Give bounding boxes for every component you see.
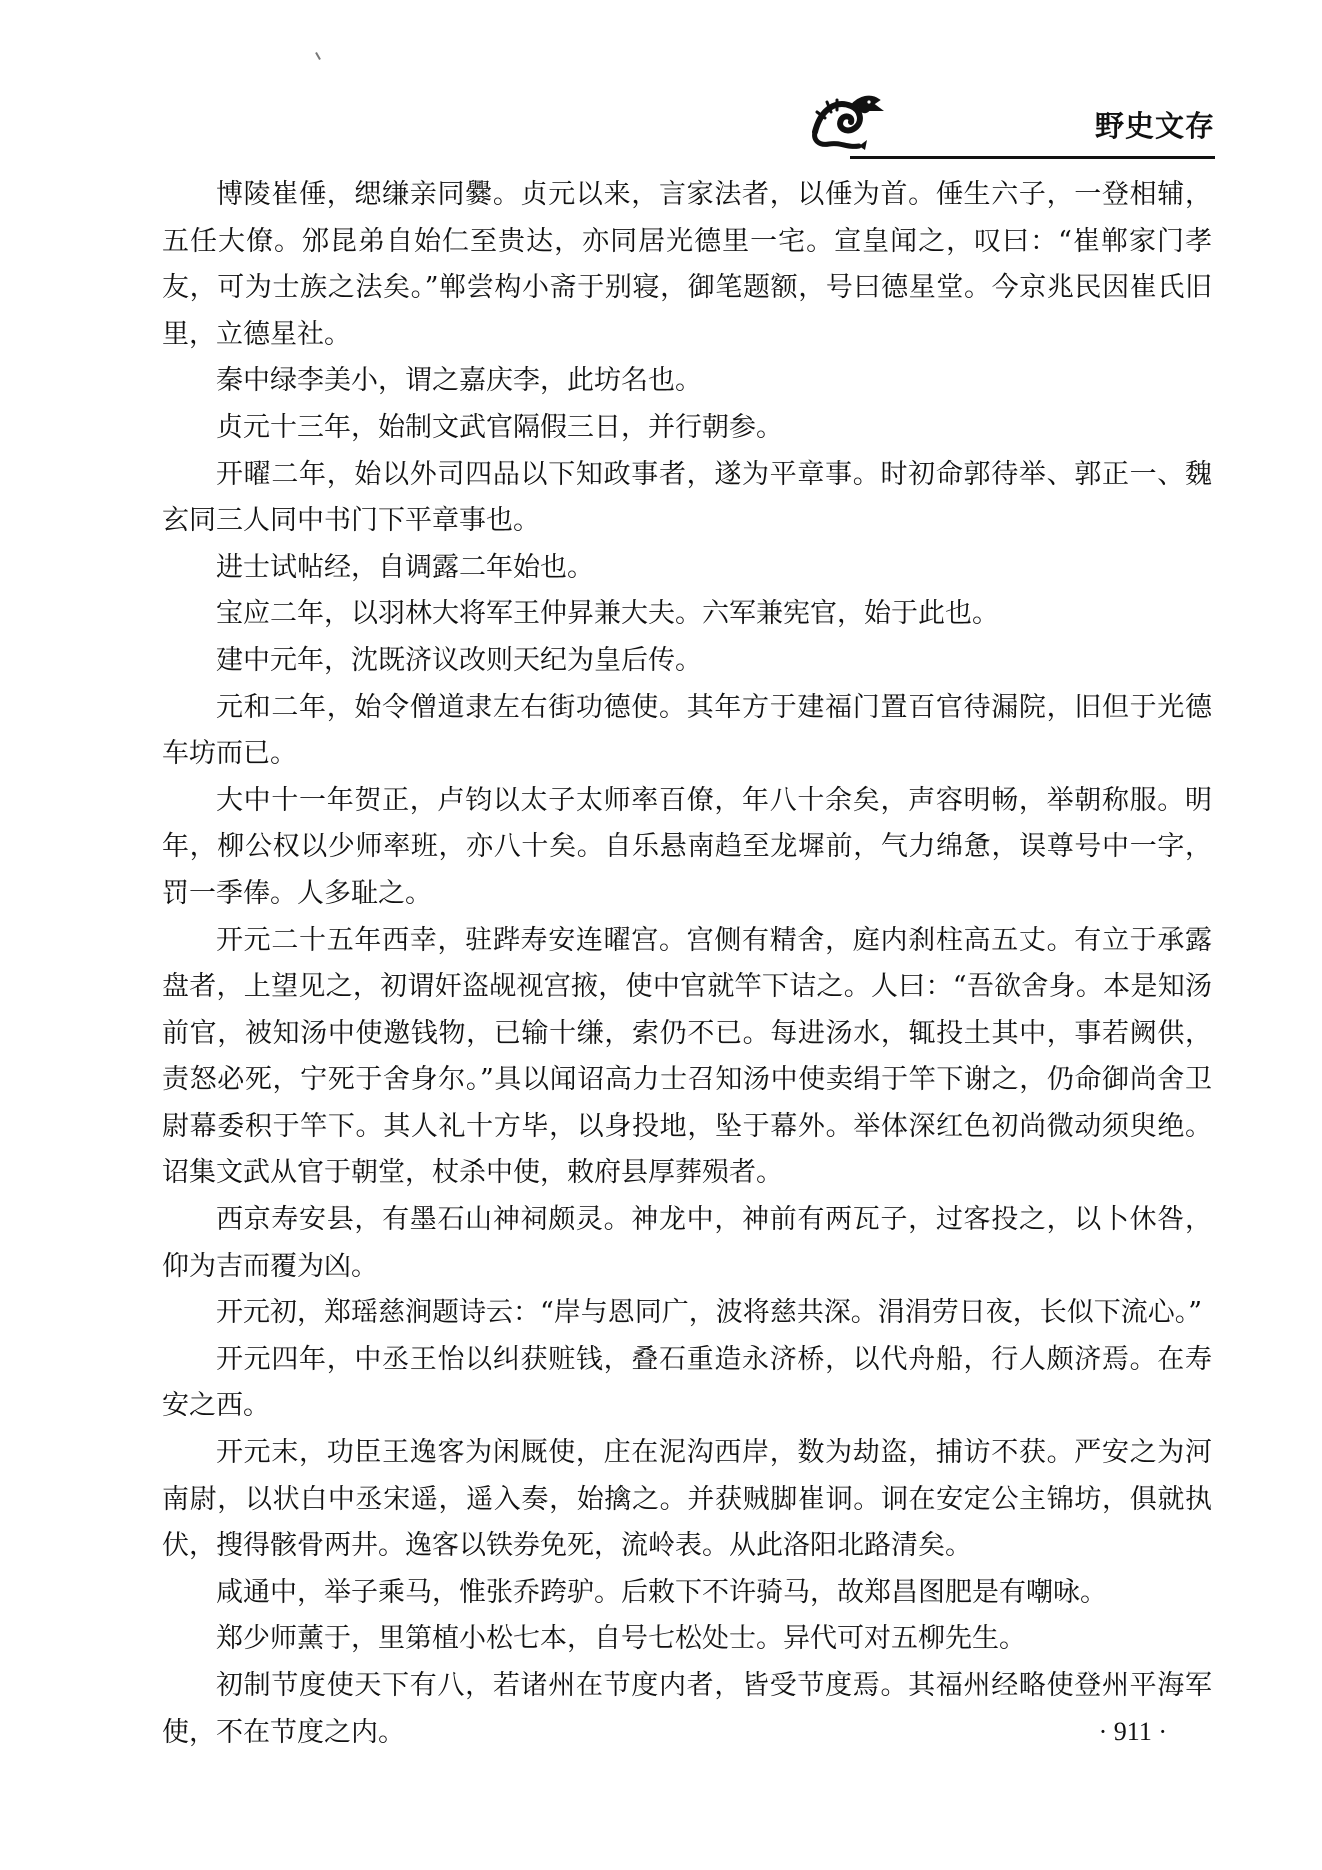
paragraph: 开元二十五年西幸，驻跸寿安连曜宫。宫侧有精舍，庭内刹柱高五丈。有立于承露盘者，上望见之，初谓奸盗觇视宫掖，使中官就竿下诘之。人曰：“吾欲舍身。本是知汤前官，被知汤中使邀钱物，已输十缣，索仍不已。每进汤水，辄投土其中，事若阙供，责怒必死，宁死于舍身尔。”具以闻诏高力士召知汤中使卖绢于竿下谢之，仍命御尚舍卫尉幕委积于竿下。其人礼十方毕，以身投地，坠于幕外。举体深红色初尚微动须臾绝。诏集文武从官于朝堂，杖杀中使，敕府县厚葬殒者。: [162, 924, 1212, 1189]
paragraph: 进士试帖经，自调露二年始也。: [216, 551, 594, 583]
paragraph: 西京寿安县，有墨石山神祠颇灵。神龙中，神前有两瓦子，过客投之，以卜休咎，仰为吉而覆为凶。: [162, 1204, 1212, 1282]
running-header: [795, 82, 1215, 162]
paragraph: 初制节度使天下有八，若诸州在节度内者，皆受节度焉。其福州经略使登州平海军使，不在节度之内。: [162, 1670, 1212, 1748]
paragraph: 建中元年，沈既济议改则天纪为皇后传。: [216, 644, 702, 676]
paragraph: 元和二年，始令僧道隶左右街功德使。其年方于建福门置百官待漏院，旧但于光德车坊而已。: [162, 691, 1212, 770]
dragon-icon: [807, 88, 887, 158]
stray-mark: [315, 52, 321, 60]
paragraph: 开元初，郑瑶慈涧题诗云：“岸与恩同广，波将慈共深。涓涓劳日夜，长似下流心。”: [216, 1297, 1203, 1329]
paragraph: 郑少师薰于，里第植小松七本，自号七松处士。异代可对五柳先生。: [216, 1623, 1026, 1655]
paragraph: 博陵崔倕，缌缣亲同爨。贞元以来，言家法者，以倕为首。倕生六子，一登相辅，五任大僚。邠昆弟自始仁至贵达，亦同居光德里一宅。宣皇闻之，叹曰：“崔郸家门孝友，可为士族之法矣。”郸尝构小斋于别寝，御笔题额，号曰德星堂。今京兆民因崔氏旧里，立德星社。: [162, 179, 1212, 350]
paragraph: 咸通中，举子乘马，惟张乔跨驴。后敕下不许骑马，故郑昌图肥是有嘲咏。: [216, 1576, 1107, 1608]
paragraph: 开元末，功臣王逸客为闲厩使，庄在泥沟西岸，数为劫盗，捕访不获。严安之为河南尉，以状白中丞宋遥，遥入奏，始擒之。并获贼脚崔诇。诇在安定公主锦坊，俱就执伏，搜得骸骨两井。逸客以铁券免死，流岭表。从此洛阳北路清矣。: [162, 1437, 1212, 1562]
page-number: · 911 ·: [1098, 1717, 1167, 1746]
header-rule: [850, 156, 1215, 159]
paragraph: 秦中绿李美小，谓之嘉庆李，此坊名也。: [216, 365, 702, 397]
paragraph: 开曜二年，始以外司四品以下知政事者，遂为平章事。时初命郭待举、郭正一、魏玄同三人同中书门下平章事也。: [162, 458, 1212, 537]
book-title: 野史文存: [1094, 109, 1215, 143]
paragraph: 贞元十三年，始制文武官隔假三日，并行朝参。: [216, 411, 783, 443]
paragraph: 开元四年，中丞王怡以纠获赃钱，叠石重造永济桥，以代舟船，行人颇济焉。在寿安之西。: [162, 1343, 1212, 1422]
paragraph: 宝应二年，以羽林大将军王仲昇兼大夫。六军兼宪官，始于此也。: [216, 598, 999, 630]
body-text: [162, 172, 1212, 1756]
paragraph: 大中十一年贺正，卢钧以太子太师率百僚，年八十余矣，声容明畅，举朝称服。明年，柳公权以少师率班，亦八十矣。自乐悬南趋至龙墀前，气力绵惫，误尊号中一字，罚一季俸。人多耻之。: [162, 784, 1212, 909]
